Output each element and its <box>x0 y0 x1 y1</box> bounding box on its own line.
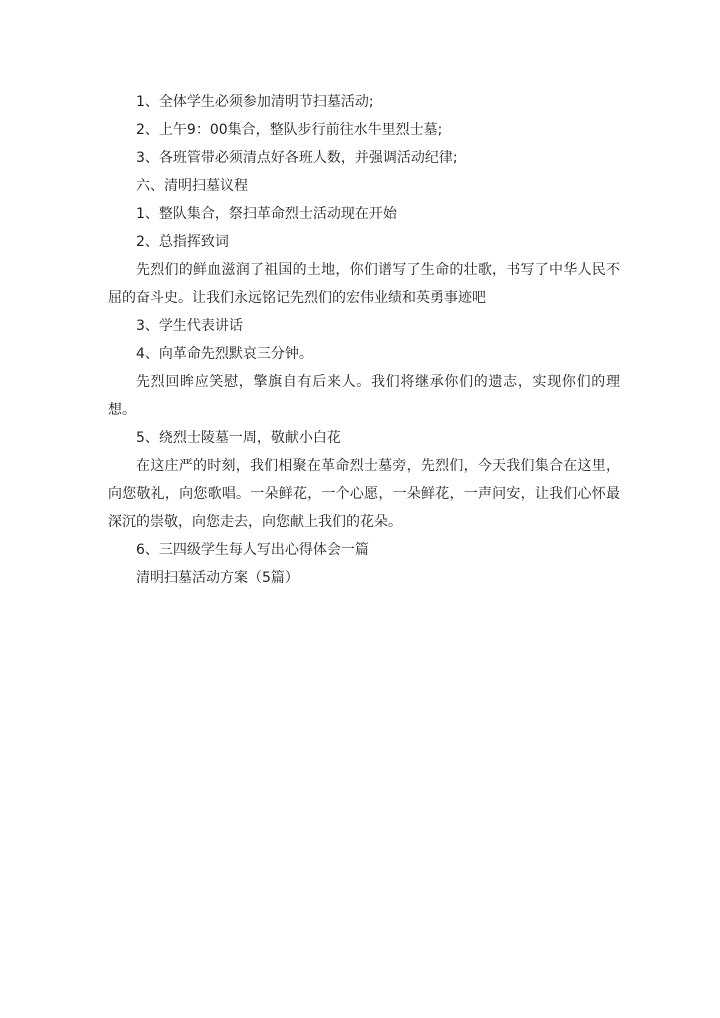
list-item-class-count: 3、各班管带必须清点好各班人数，并强调活动纪律; <box>136 150 458 166</box>
list-item-attendance: 1、全体学生必须参加清明节扫墓活动; <box>136 94 374 110</box>
document-title-footer: 清明扫墓活动方案（5篇） <box>136 570 299 586</box>
agenda-item-6: 6、三四级学生每人写出心得体会一篇 <box>136 542 369 558</box>
speech-paragraph-3: 在这庄严的时刻，我们相聚在革命烈士墓旁，先烈们，今天我们集合在这里，向您敬礼，向您歌唱。一朵鲜花，一个心愿，一朵鲜花，一声问安，让我们心怀最深沉的崇敬，向您走去，向您献上我们的花朵。 <box>108 458 620 530</box>
speech-paragraph-1: 先烈们的鲜血滋润了祖国的土地，你们谱写了生命的壮歌，书写了中华人民不屈的奋斗史。让我们永远铭记先烈们的宏伟业绩和英勇事迹吧 <box>108 262 620 306</box>
speech-paragraph-2: 先烈回眸应笑慰，擎旗自有后来人。我们将继承你们的遗志，实现你们的理想。 <box>108 374 620 418</box>
list-item-assembly-time: 2、上午9：00集合，整队步行前往水牛里烈士墓; <box>136 122 443 138</box>
agenda-item-5: 5、绕烈士陵墓一周，敬献小白花 <box>136 430 341 446</box>
agenda-item-2: 2、总指挥致词 <box>136 234 229 250</box>
agenda-item-3: 3、学生代表讲话 <box>136 318 243 334</box>
agenda-item-4: 4、向革命先烈默哀三分钟。 <box>136 346 313 362</box>
agenda-item-1: 1、整队集合，祭扫革命烈士活动现在开始 <box>136 206 397 222</box>
document-body <box>108 88 620 592</box>
section-heading-agenda: 六、清明扫墓议程 <box>136 178 248 194</box>
